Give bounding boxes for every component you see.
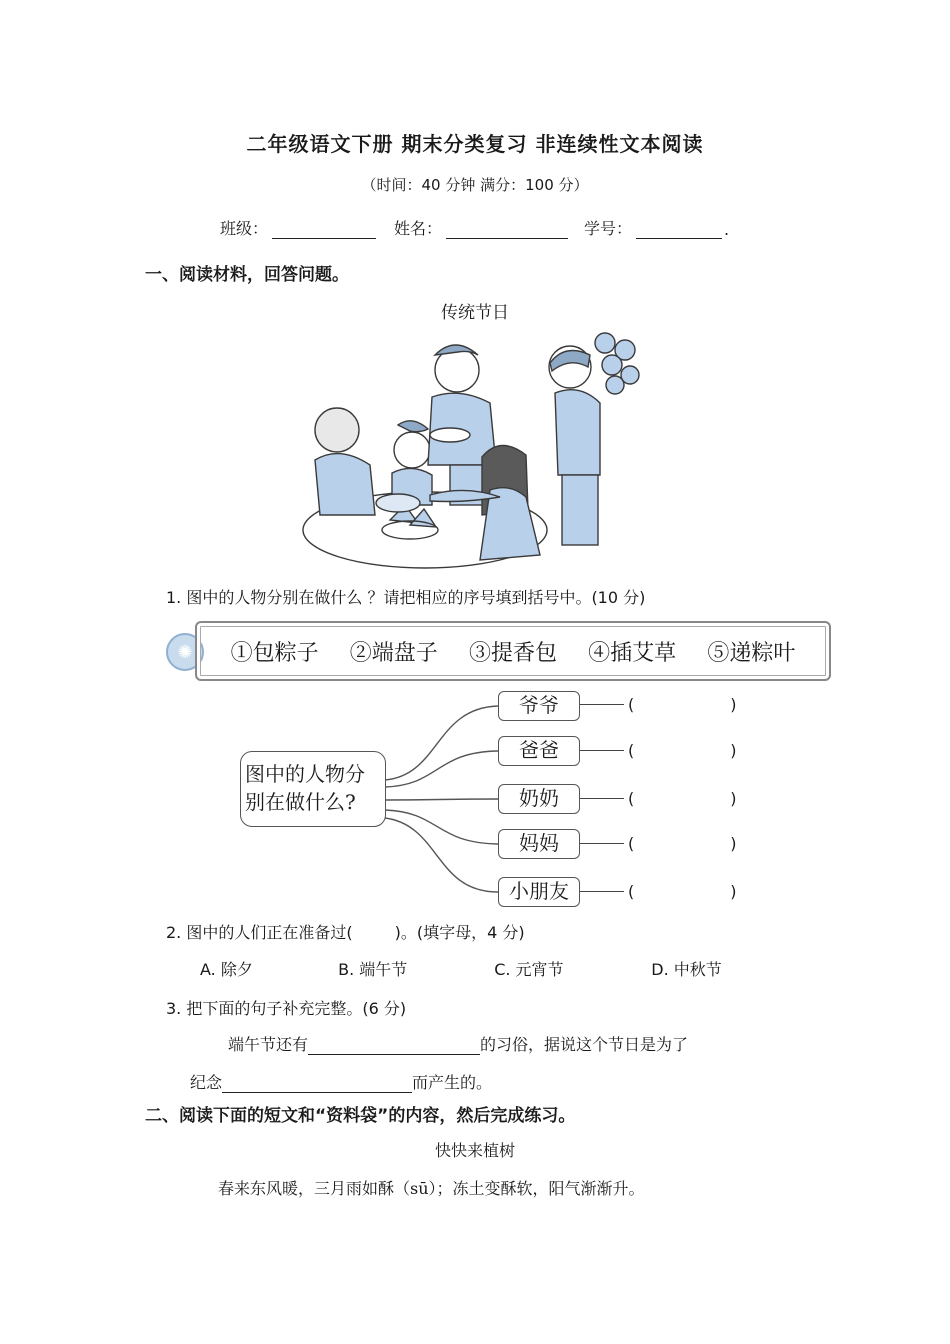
node-dad: 爸爸 <box>498 736 580 766</box>
boy-head <box>394 432 430 468</box>
question-1: 1. 图中的人物分别在做什么 ？请把相应的序号填到括号中。(10 分) <box>166 588 646 607</box>
option-1: ①包粽子 <box>230 640 319 666</box>
answer-mom[interactable]: ( ) <box>580 834 740 853</box>
plate <box>430 428 470 442</box>
exam-info: （时间：40 分钟 满分：100 分） <box>361 176 589 194</box>
question-2: 2. 图中的人们正在准备过( )。(填字母，4 分) <box>166 923 525 942</box>
answer-dad[interactable]: ( ) <box>580 741 740 760</box>
q3-blank-2[interactable] <box>222 1074 412 1093</box>
grandma-head <box>315 408 359 452</box>
option-4: ④插艾草 <box>588 640 677 666</box>
options-box <box>195 621 831 681</box>
choice-c[interactable]: C. 元宵节 <box>494 960 564 979</box>
node-grandma: 奶奶 <box>498 784 580 814</box>
page-title: 二年级语文下册 期末分类复习 非连续性文本阅读 <box>246 132 704 156</box>
section-2-heading: 二、阅读下面的短文和“资料袋”的内容，然后完成练习。 <box>145 1106 576 1126</box>
festival-illustration <box>300 325 650 575</box>
flower-icon: ✺ <box>166 633 204 671</box>
choice-a[interactable]: A. 除夕 <box>200 960 253 979</box>
picture-title: 传统节日 <box>441 303 509 323</box>
class-label: 班级： <box>220 219 269 238</box>
node-child: 小朋友 <box>498 877 580 907</box>
answer-grandma[interactable]: ( ) <box>580 789 740 808</box>
center-line-2: 别在做什么? <box>245 790 356 814</box>
section-1-heading: 一、阅读材料，回答问题。 <box>145 265 349 285</box>
answer-grandpa[interactable]: ( ) <box>580 695 740 714</box>
name-blank[interactable] <box>446 220 568 239</box>
option-5: ⑤递粽叶 <box>707 640 796 666</box>
q3-blank-1[interactable] <box>308 1036 480 1055</box>
q3-line-1: 端午节还有 的习俗，据说这个节日是为了 <box>228 1035 689 1054</box>
grandpa-body <box>555 390 600 475</box>
answer-child[interactable]: ( ) <box>580 882 740 901</box>
name-label: 姓名： <box>394 219 443 238</box>
choice-d[interactable]: D. 中秋节 <box>651 960 722 979</box>
option-3: ③提香包 <box>468 640 557 666</box>
grandma-body <box>315 454 375 515</box>
mindmap-connectors <box>380 690 505 910</box>
student-info-row <box>220 216 729 239</box>
id-label: 学号： <box>584 219 633 238</box>
choice-b[interactable]: B. 端午节 <box>338 960 408 979</box>
q3-line-2: 纪念 而产生的。 <box>190 1073 493 1092</box>
end-dot: . <box>724 220 730 239</box>
node-mom: 妈妈 <box>498 829 580 859</box>
node-grandpa: 爷爷 <box>498 691 580 721</box>
passage-line-1: 春来东风暖，三月雨如酥（sū）；冻土变酥软，阳气渐渐升。 <box>218 1179 645 1198</box>
passage-title: 快快来植树 <box>434 1141 515 1160</box>
option-2: ②端盘子 <box>349 640 438 666</box>
mugwort <box>595 333 639 394</box>
center-line-1: 图中的人物分 <box>245 762 365 786</box>
id-blank[interactable] <box>636 220 722 239</box>
class-blank[interactable] <box>272 220 376 239</box>
question-3: 3. 把下面的句子补充完整。(6 分) <box>166 999 407 1018</box>
q2-choices <box>200 957 722 980</box>
mindmap-center <box>240 751 386 827</box>
